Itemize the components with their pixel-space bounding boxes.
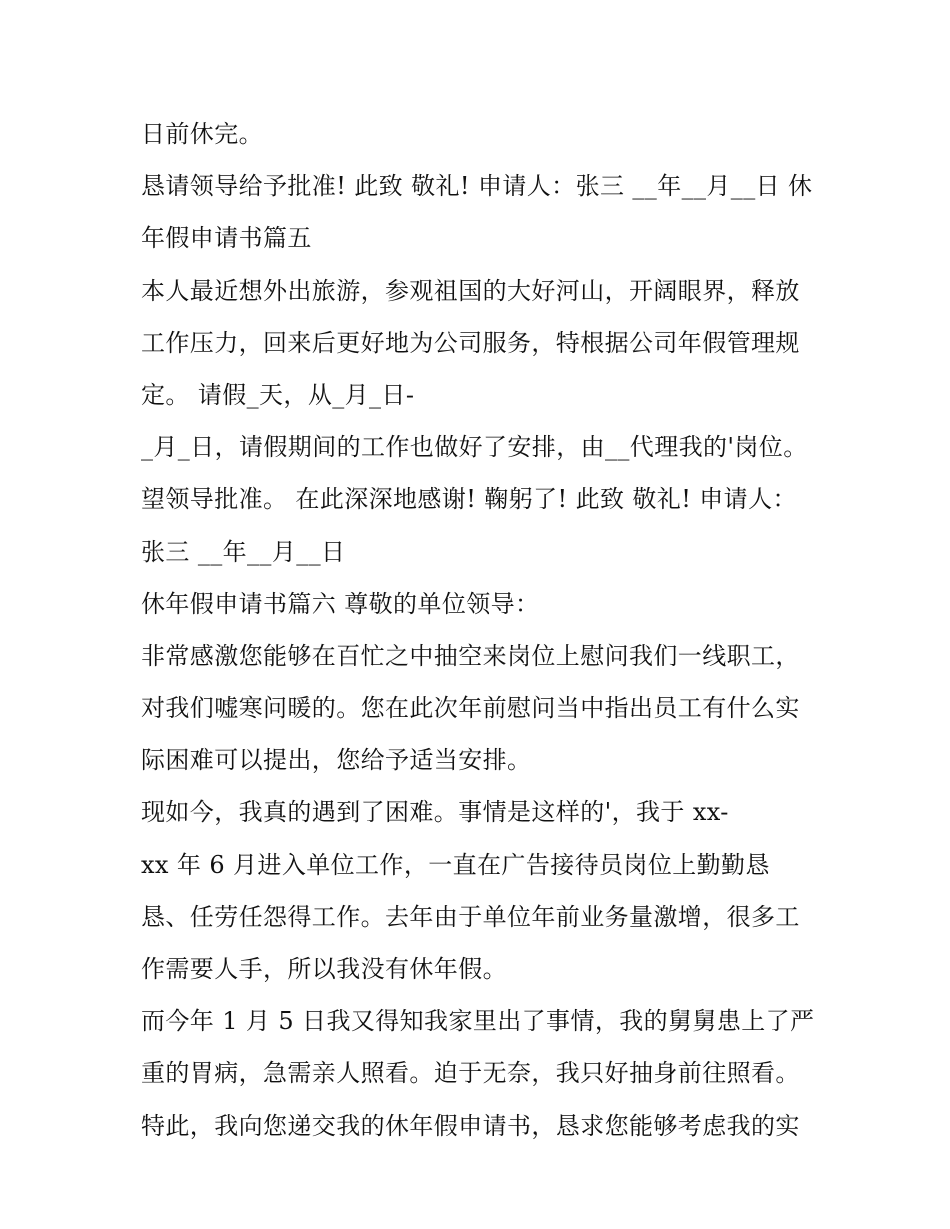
text-line: 休年假申请书篇六 尊敬的单位领导： — [141, 589, 540, 618]
text-line: 恳、任劳任怨得工作。去年由于单位年前业务量激增，很多工 — [141, 902, 800, 931]
text-line: 张三 __年__月__日 — [141, 537, 346, 566]
text-line: 对我们嘘寒问暖的。您在此次年前慰问当中指出员工有什么实 — [141, 694, 800, 723]
text-line: 日前休完。 — [141, 120, 263, 148]
text-line: _月_日，请假期间的工作也做好了安排，由__代理我的'岗位。 — [141, 433, 808, 462]
body-text — [141, 108, 831, 1152]
text-line: 作需要人手，所以我没有休年假。 — [141, 955, 507, 983]
text-line: 年假申请书篇五 — [141, 224, 312, 253]
text-line: xx 年 6 月进入单位工作，一直在广告接待员岗位上勤勤恳 — [141, 850, 770, 879]
text-line: 恳请领导给予批准! 此致 敬礼! 申请人：张三 __年__月__日 休 — [141, 172, 813, 201]
text-line: 特此，我向您递交我的休年假申请书，恳求您能够考虑我的实 — [141, 1111, 800, 1140]
text-line: 现如今，我真的遇到了困难。事情是这样的'，我于 xx- — [141, 798, 729, 827]
text-line: 本人最近想外出旅游，参观祖国的大好河山，开阔眼界，释放 — [141, 276, 800, 305]
text-line: 定。 请假_天，从_月_日- — [141, 380, 415, 409]
text-line: 工作压力，回来后更好地为公司服务，特根据公司年假管理规 — [141, 328, 800, 357]
text-line: 非常感激您能够在百忙之中抽空来岗位上慰问我们一线职工， — [141, 641, 800, 670]
text-line: 重的胃病，急需亲人照看。迫于无奈，我只好抽身前往照看。 — [141, 1059, 800, 1088]
text-line: 而今年 1 月 5 日我又得知我家里出了事情，我的舅舅患上了严 — [141, 1007, 815, 1036]
text-line: 际困难可以提出，您给予适当安排。 — [141, 746, 532, 775]
text-line: 望领导批准。 在此深深地感谢! 鞠躬了! 此致 敬礼! 申请人： — [141, 485, 797, 514]
